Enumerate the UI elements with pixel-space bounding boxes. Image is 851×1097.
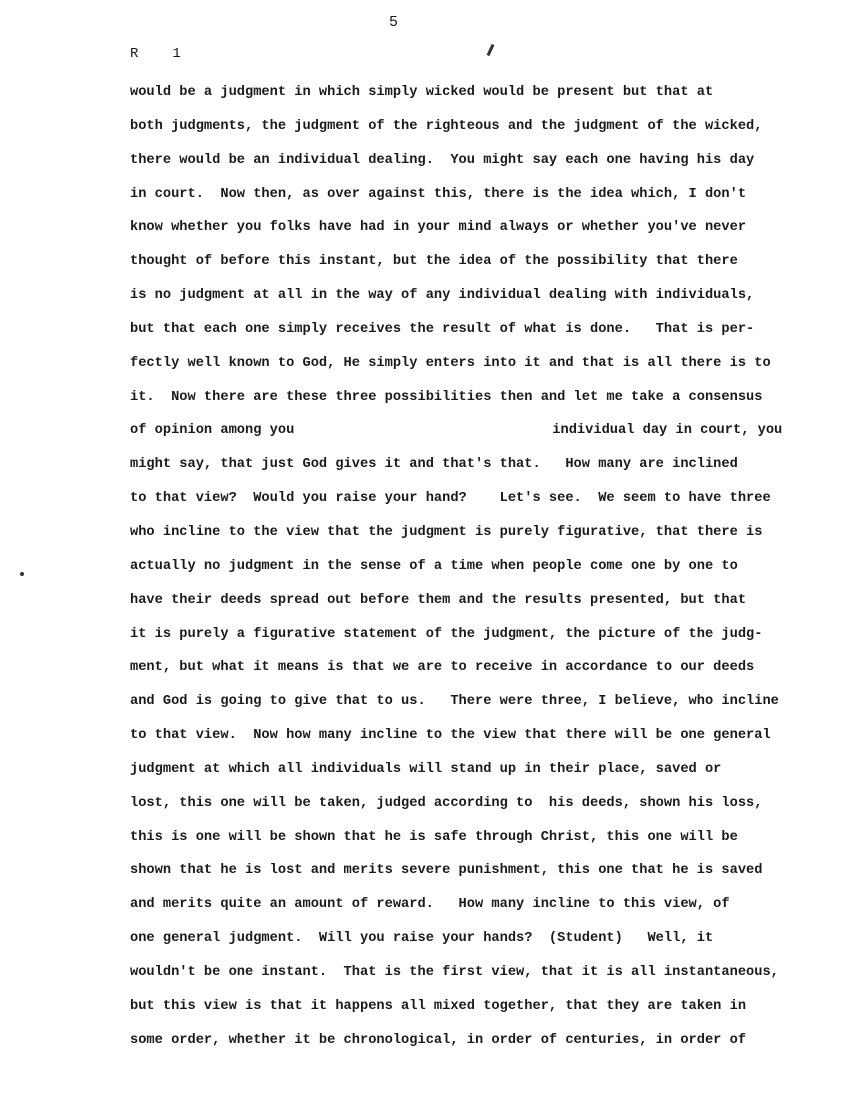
text-line (130, 414, 782, 448)
text-line: and God is going to give that to us. There were three, I believe, who incline (130, 694, 779, 710)
text-line: there would be an individual dealing. You might say each one having his day (130, 152, 755, 168)
text-line: shown that he is lost and merits severe punishment, this one that he is saved (130, 863, 763, 879)
text-line: know whether you folks have had in your mind always or whether you've never (130, 220, 747, 236)
text-line: judgment at which all individuals will stand up in their place, saved or (130, 761, 722, 777)
text-line: fectly well known to God, He simply enters into it and that is all there is to (130, 355, 771, 371)
ink-dot (20, 572, 24, 576)
document-body (130, 76, 782, 1057)
page-header (130, 46, 215, 62)
text-line: it is purely a figurative statement of the judgment, the picture of the judg- (130, 626, 763, 642)
text-line-prefix: of opinion among you (130, 423, 295, 439)
page-number: 5 (389, 14, 399, 31)
text-line: lost, this one will be taken, judged according to his deeds, shown his loss, (130, 795, 763, 811)
header-left: R (130, 46, 139, 62)
text-line: actually no judgment in the sense of a time when people come one by one to (130, 558, 738, 574)
text-line: is no judgment at all in the way of any individual dealing with individuals, (130, 288, 755, 304)
text-line: thought of before this instant, but the idea of the possibility that there (130, 254, 738, 270)
header-right: 1 (172, 46, 181, 62)
ink-mark (487, 44, 495, 56)
text-line: have their deeds spread out before them and the results presented, but that (130, 592, 747, 608)
text-line: it. Now there are these three possibilities then and let me take a consensus (130, 389, 763, 405)
text-line: to that view. Now how many incline to the view that there will be one general (130, 728, 771, 744)
text-line: but this view is that it happens all mixed together, that they are taken in (130, 998, 747, 1014)
text-line: this is one will be shown that he is safe through Christ, this one will be (130, 829, 738, 845)
text-line: wouldn't be one instant. That is the first view, that it is all instantaneous, (130, 964, 779, 980)
text-line: some order, whether it be chronological, in order of centuries, in order of (130, 1032, 747, 1048)
text-line: in court. Now then, as over against this, there is the idea which, I don't (130, 186, 747, 202)
text-line: might say, that just God gives it and that's that. How many are inclined (130, 457, 738, 473)
text-line: but that each one simply receives the result of what is done. That is per- (130, 321, 755, 337)
text-line: to that view? Would you raise your hand? Let's see. We seem to have three (130, 491, 771, 507)
text-line: who incline to the view that the judgment is purely figurative, that there is (130, 524, 763, 540)
text-line-suffix: individual day in court, you (552, 423, 783, 439)
text-line: ment, but what it means is that we are to receive in accordance to our deeds (130, 660, 755, 676)
text-line: one general judgment. Will you raise your hands? (Student) Well, it (130, 931, 714, 947)
text-line: and merits quite an amount of reward. How many incline to this view, of (130, 897, 730, 913)
text-line: both judgments, the judgment of the righteous and the judgment of the wicked, (130, 118, 763, 134)
text-line: would be a judgment in which simply wicked would be present but that at (130, 85, 714, 100)
